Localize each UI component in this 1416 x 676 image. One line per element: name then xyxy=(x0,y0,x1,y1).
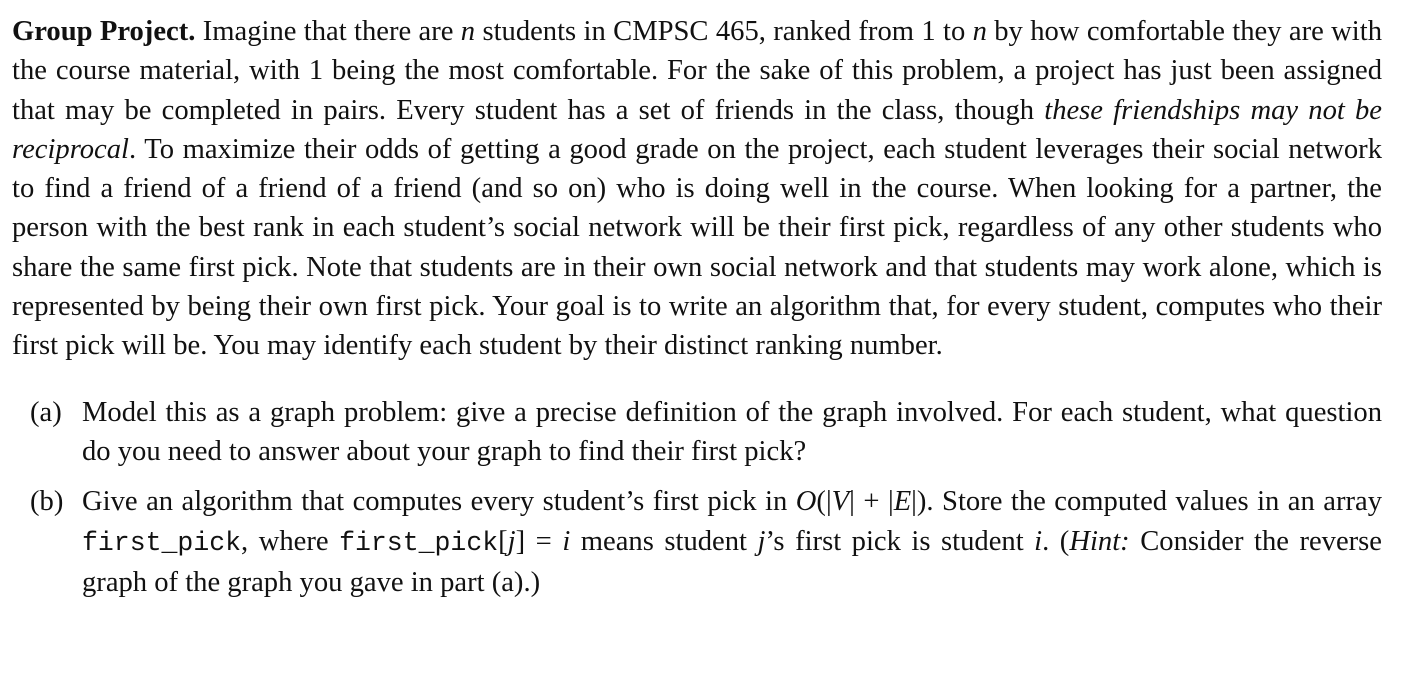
problem-statement xyxy=(12,12,1382,366)
part-b xyxy=(12,482,1382,602)
var-i-1: i xyxy=(562,525,571,557)
part-b-text-5: ’s first pick is student xyxy=(765,525,1035,557)
open-bracket: [ xyxy=(498,525,508,557)
code-first-pick-1: first_pick xyxy=(82,527,242,558)
math-e: E xyxy=(893,486,912,518)
intro-text-2: students in CMPSC 465, ranked from 1 to xyxy=(475,16,973,47)
emphasis-text: these friendships may not be reciprocal xyxy=(12,94,1382,165)
part-b-text-2: . Store the computed values in an array xyxy=(926,486,1382,518)
part-b-label: (b) xyxy=(30,486,64,518)
code-first-pick-2: first_pick xyxy=(339,527,499,558)
var-j-2: j xyxy=(757,525,766,557)
part-a-text: Model this as a graph problem: give a precise definition of the graph involved. For each student, what question do you need to answer about your graph to find their first pick? xyxy=(82,396,1382,467)
var-i-2: i xyxy=(1034,525,1043,557)
intro-text-4: . To maximize their odds of getting a good grade on the project, each student leverages their social network to find a friend of a friend of a friend (and so on) who is doing well in the course. When looking for a partner, the person with the best rank in each student’s social network will be their first pick, regardless of any other students who share the same first pick. Note that students are in their own social network and that students may work alone, which is represented by being their own first pick. Your goal is to write an algorithm that, for every student, computes who their first pick will be. You may identify each student by their distinct ranking number. xyxy=(12,133,1382,362)
part-b-text-7: Consider the reverse graph of the graph you gave in part (a).) xyxy=(82,525,1383,598)
problem-document xyxy=(12,12,1382,613)
var-n-1: n xyxy=(460,16,476,47)
hint-label: Hint: xyxy=(1069,525,1130,557)
part-a-label: (a) xyxy=(30,396,62,428)
math-big-o: O xyxy=(795,486,817,518)
var-n-2: n xyxy=(972,16,987,47)
parts-list xyxy=(12,393,1382,602)
math-v: V xyxy=(831,486,850,518)
math-close: |) xyxy=(911,486,927,518)
part-b-text-1: Give an algorithm that computes every student’s first pick in xyxy=(82,486,796,518)
math-open: (| xyxy=(816,486,832,518)
intro-text-1: Imagine that there are xyxy=(195,16,461,47)
math-mid: | + | xyxy=(849,486,894,518)
part-b-text-4: means student xyxy=(570,525,758,557)
part-a xyxy=(12,393,1382,472)
var-j-1: j xyxy=(507,525,516,557)
intro-text-3: by how comfortable they are with the course material, with 1 being the most comfortable. For the sake of this problem, a project has just been assigned that may be completed in pairs. Every student has a set of friends in the class, though xyxy=(12,16,1382,126)
close-eq: ] = xyxy=(515,525,563,557)
part-b-text-3: , where xyxy=(241,525,340,557)
problem-title: Group Project. xyxy=(12,16,196,47)
part-b-text-6: . ( xyxy=(1042,525,1070,557)
